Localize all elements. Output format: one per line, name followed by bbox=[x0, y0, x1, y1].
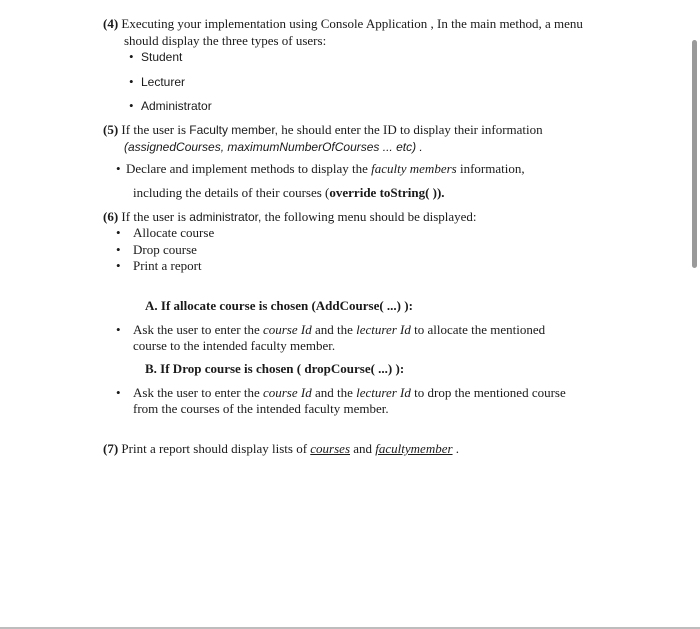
section-4-line-2: should display the three types of users: bbox=[124, 33, 327, 48]
bullet-icon: • bbox=[116, 385, 121, 400]
section-6-text-c: the following menu should be displayed: bbox=[261, 209, 477, 224]
bullet-icon: • bbox=[129, 49, 134, 64]
s5-bullet-a: Declare and implement methods to display the bbox=[126, 161, 372, 176]
section-6-text-a: If the user is bbox=[118, 209, 190, 224]
b-l1-e: to drop the mentioned course bbox=[410, 385, 566, 400]
section-5-line-1 bbox=[103, 122, 543, 138]
section-6-number: (6) bbox=[103, 209, 119, 224]
a-l1-a: Ask the user to enter the bbox=[133, 322, 263, 337]
b-course-id: course Id bbox=[262, 385, 312, 400]
user-type-lecturer: Lecturer bbox=[141, 75, 186, 89]
admin-menu-print: Print a report bbox=[133, 258, 202, 273]
a-course-id: course Id bbox=[262, 322, 312, 337]
subsection-a-line-1 bbox=[133, 322, 545, 338]
s7-c: and bbox=[350, 441, 376, 456]
section-4-number: (4) bbox=[103, 16, 119, 31]
a-l1-e: to allocate the mentioned bbox=[410, 322, 546, 337]
bullet-icon: • bbox=[129, 98, 134, 113]
admin-menu-drop: Drop course bbox=[133, 242, 197, 257]
b-l1-a: Ask the user to enter the bbox=[133, 385, 263, 400]
s7-facultymember: facultymember bbox=[375, 441, 453, 456]
section-5-attributes: (assignedCourses, maximumNumberOfCourses ... etc) . bbox=[124, 140, 423, 154]
bullet-icon: • bbox=[116, 322, 121, 337]
section-5-faculty: Faculty member, bbox=[189, 123, 278, 137]
s7-courses: courses bbox=[310, 441, 350, 456]
section-5-bullet-line-1 bbox=[126, 161, 525, 177]
s7-e: . bbox=[452, 441, 460, 456]
section-4-text: Executing your implementation using Console Application , In the main method, a menu bbox=[121, 16, 583, 31]
section-4-line-1 bbox=[103, 16, 583, 32]
subsection-b-line-1 bbox=[133, 385, 566, 401]
s5-bullet-line2-a: including the details of their courses ( bbox=[133, 185, 330, 200]
s5-bullet-c: information, bbox=[456, 161, 525, 176]
s7-a: Print a report should display lists of bbox=[118, 441, 311, 456]
section-6-line-1 bbox=[103, 209, 477, 225]
b-l1-c: and the bbox=[311, 385, 357, 400]
s5-bullet-b: faculty members bbox=[371, 161, 457, 176]
bullet-icon: • bbox=[116, 225, 121, 240]
a-lecturer-id: lecturer Id bbox=[356, 322, 411, 337]
section-5-number: (5) bbox=[103, 122, 119, 137]
user-type-administrator: Administrator bbox=[141, 99, 212, 113]
section-5-bullet-line-2 bbox=[133, 185, 445, 201]
bullet-icon: • bbox=[116, 161, 121, 176]
vertical-scrollbar[interactable] bbox=[692, 40, 697, 268]
section-7-line bbox=[103, 441, 459, 457]
subsection-a-line-2: course to the intended faculty member. bbox=[133, 338, 336, 353]
section-5-text-a: If the user is bbox=[121, 122, 190, 137]
user-type-student: Student bbox=[141, 50, 183, 64]
subsection-b-line-2: from the courses of the intended faculty member. bbox=[133, 401, 389, 416]
subsection-b-heading: B. If Drop course is chosen ( dropCourse( ...) ): bbox=[145, 361, 405, 376]
bullet-icon: • bbox=[116, 258, 121, 273]
a-l1-c: and the bbox=[311, 322, 357, 337]
subsection-a-heading: A. If allocate course is chosen (AddCourse( ...) ): bbox=[145, 298, 413, 313]
b-lecturer-id: lecturer Id bbox=[356, 385, 411, 400]
admin-menu-allocate: Allocate course bbox=[133, 225, 215, 240]
bullet-icon: • bbox=[116, 242, 121, 257]
section-6-admin: administrator, bbox=[189, 210, 262, 224]
section-5-text-c: he should enter the ID to display their information bbox=[278, 122, 543, 137]
section-7-number: (7) bbox=[103, 441, 119, 456]
s5-override-tostring: override toString( )). bbox=[329, 185, 445, 200]
bullet-icon: • bbox=[129, 74, 134, 89]
